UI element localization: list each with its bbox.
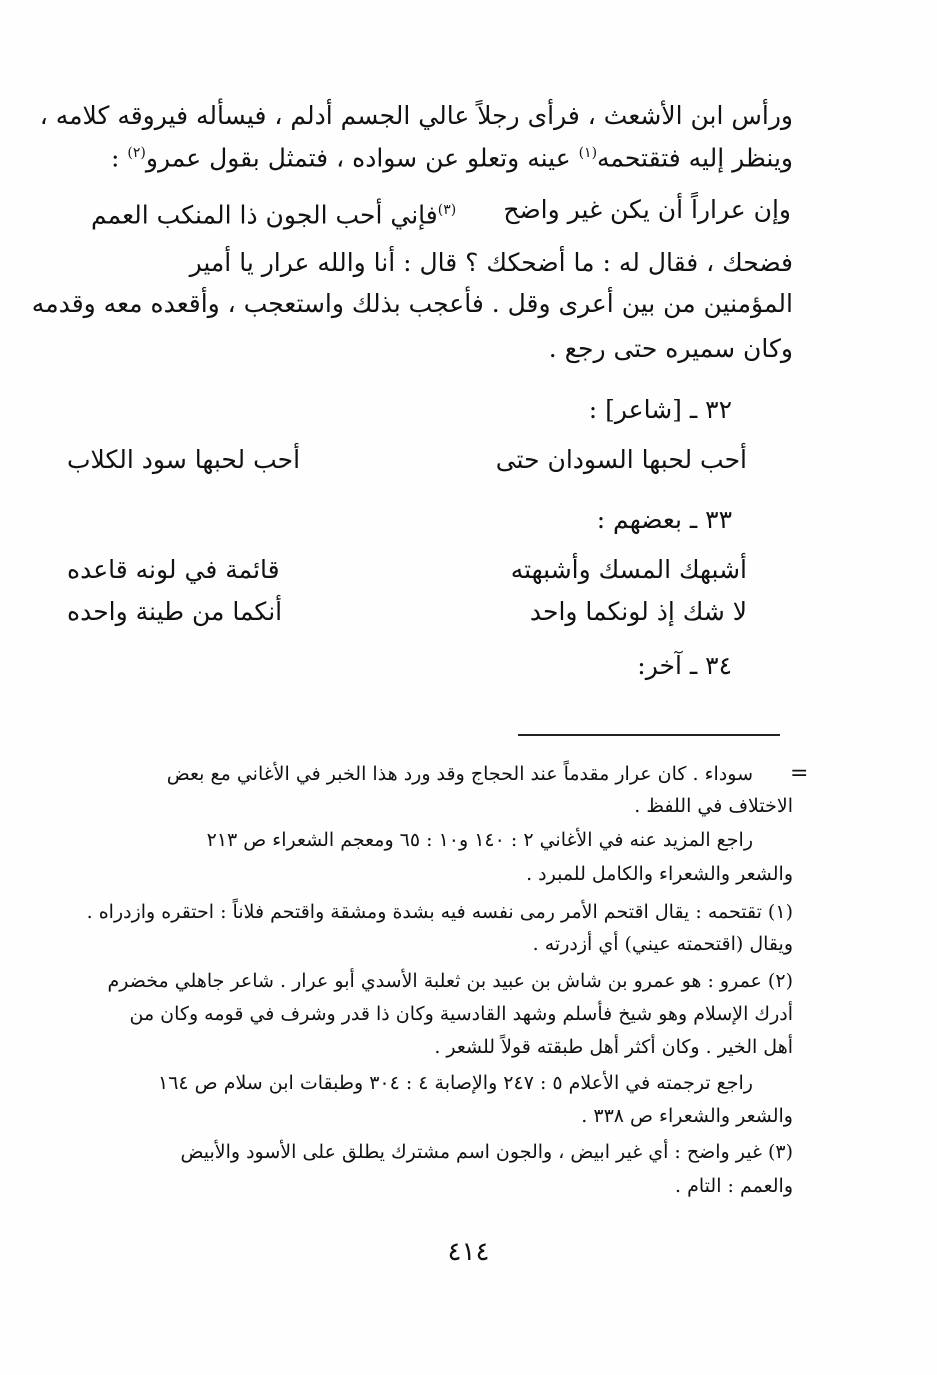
footnote-line-6: ويقال (اقتحمته عيني) أي أزدرته . — [532, 933, 793, 955]
body-line-2 — [93, 137, 793, 174]
footnote-line-2: الاختلاف في اللفظ . — [634, 795, 793, 817]
verse-32-1-second: أحب لحبها سود الكلاب — [67, 445, 301, 474]
section-heading-33: ٣٣ ـ بعضهم : — [596, 505, 732, 534]
body-line-3: فضحك ، فقال له : ما أضحكك ؟ قال : أنا والله عرار يا أمير — [189, 248, 793, 277]
footnote-line-7: (٢) عمرو : هو عمرو بن شاش بن عبيد بن ثعلبة الأسدي أبو عرار . شاعر جاهلي مخضرم — [107, 970, 793, 992]
page-number: ٤١٤ — [447, 1237, 490, 1267]
verse-intro-second-text: فإني أحب الجون ذا المنكب العمم — [91, 200, 438, 230]
footnote-ref-2: (٢) — [127, 145, 146, 161]
footnote-ref-3: (٣) — [437, 202, 457, 218]
verse-33-2 — [67, 592, 747, 632]
verse-33-2-second: أنكما من طينة واحده — [67, 597, 283, 626]
verse-intro-first-hemistich: وإن عراراً أن يكن غير واضح — [503, 195, 791, 224]
section-heading-32: ٣٢ ـ [شاعر] : — [588, 395, 732, 424]
verse-intro — [91, 190, 791, 230]
footnote-line-9: أهل الخير . وكان أكثر أهل طبقته قولاً للشعر . — [434, 1036, 793, 1058]
footnote-line-8: أدرك الإسلام وهو شيخ فأسلم وشهد القادسية وكان ذا قدر وشرف في قومه وكان من — [129, 1003, 793, 1025]
verse-intro-second-hemistich — [91, 190, 456, 235]
verse-33-2-first: لا شك إذ لونكما واحد — [529, 597, 747, 626]
footnote-ref-1: (١) — [578, 145, 598, 161]
footnote-line-3: راجع المزيد عنه في الأغاني ٢ : ١٤٠ و١٠ : ٦٥ ومعجم الشعراء ص ٢١٣ — [206, 829, 753, 851]
footnote-line-13: والعمم : التام . — [675, 1175, 793, 1197]
body-line-2-text-b: عينه وتعلو عن سواده ، فتمثل بقول عمرو — [145, 143, 579, 173]
footnote-line-4: والشعر والشعراء والكامل للمبرد . — [526, 863, 793, 885]
footnote-separator — [518, 734, 780, 736]
footnote-continuation-marker: = — [790, 761, 809, 786]
body-line-5: وكان سميره حتى رجع . — [548, 334, 793, 363]
verse-32-1-first: أحب لحبها السودان حتى — [495, 445, 747, 474]
footnote-line-12: (٣) غير واضح : أي غير ابيض ، والجون اسم مشترك يطلق على الأسود والأبيض — [180, 1141, 793, 1163]
section-heading-34: ٣٤ ـ آخر: — [637, 651, 732, 680]
footnote-line-1: سوداء . كان عرار مقدماً عند الحجاج وقد ورد هذا الخبر في الأغاني مع بعض — [166, 763, 753, 785]
body-line-4: المؤمنين من بين أعرى وقل . فأعجب بذلك واستعجب ، وأقعده معه وقدمه — [31, 289, 793, 318]
body-line-2-text-a: وينظر إليه فتقتحمه — [597, 143, 793, 173]
footnote-line-10: راجع ترجمته في الأعلام ٥ : ٢٤٧ والإصابة ٤ : ٣٠٤ وطبقات ابن سلام ص ١٦٤ — [158, 1072, 753, 1094]
verse-32-1 — [67, 440, 747, 480]
verse-33-1-first: أشبهك المسك وأشبهته — [510, 555, 747, 584]
verse-33-1 — [67, 550, 747, 590]
footnote-line-11: والشعر والشعراء ص ٣٣٨ . — [581, 1105, 793, 1127]
body-line-2-text-c: : — [111, 143, 128, 173]
footnote-line-5: (١) تقتحمه : يقال اقتحم الأمر رمى نفسه فيه بشدة ومشقة واقتحم فلاناً : احتقره وازدراه . — [86, 901, 793, 923]
verse-33-1-second: قائمة في لونه قاعده — [67, 555, 280, 584]
body-line-1: ورأس ابن الأشعث ، فرأى رجلاً عالي الجسم أدلم ، فيسأله فيروقه كلامه ، — [39, 101, 793, 130]
